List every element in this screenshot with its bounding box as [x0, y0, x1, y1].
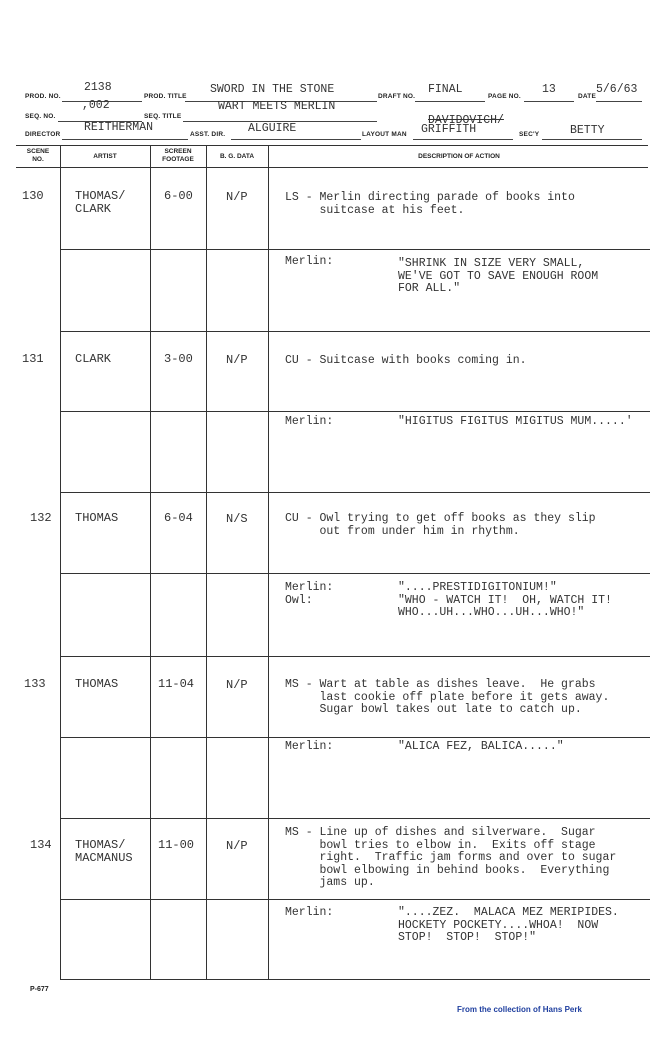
scene-number: 131	[22, 352, 44, 366]
secy-value: BETTY	[570, 124, 605, 137]
layout-man-struck-value: DAVIDOVICH/	[428, 114, 504, 127]
dialog-speaker: Merlin:	[285, 415, 334, 428]
scene-number: 130	[22, 189, 44, 203]
layout-man-label: LAYOUT MAN	[362, 131, 407, 138]
bg-data-cell: N/S	[226, 512, 248, 526]
draft-no-label: DRAFT NO.	[378, 93, 416, 100]
asst-dir-value: ALGUIRE	[248, 122, 297, 135]
col-header-screen-footage: SCREEN FOOTAGE	[162, 148, 194, 163]
dialog-speaker: Merlin:	[285, 906, 334, 919]
action-description: CU - Owl trying to get off books as they slip out from under him in rhythm.	[285, 512, 596, 538]
artist-cell: THOMAS	[75, 677, 119, 691]
asst-dir-label: ASST. DIR.	[190, 131, 226, 138]
dialog-speaker: Merlin:	[285, 255, 334, 268]
col-header-description: DESCRIPTION OF ACTION	[418, 153, 500, 160]
director-value: REITHERMAN	[84, 121, 154, 134]
page-no-value: 13	[542, 83, 556, 96]
prod-no-label: PROD. NO.	[25, 93, 61, 100]
footage-cell: 3-00	[164, 352, 193, 366]
bg-data-cell: N/P	[226, 678, 248, 692]
prod-title-label: PROD. TITLE	[144, 93, 187, 100]
scene-number: 133	[24, 677, 46, 691]
form-number: P-677	[30, 986, 49, 993]
dialog-speaker: Merlin: Owl:	[285, 581, 334, 607]
dialog-line: "....ZEZ. MALACA MEZ MERIPIDES. HOCKETY POCKETY....WHOA! NOW STOP! STOP! STOP!"	[398, 906, 619, 944]
date-label: DATE	[578, 93, 597, 100]
col-header-bg-data: B. G. DATA	[219, 153, 255, 160]
action-description: MS - Line up of dishes and silverware. Sugar bowl tries to elbow in. Exits off stage right. Traffic jam forms and over to sugar bowl elbowing in behind books. Everything jams up.	[285, 826, 617, 889]
dialog-line: "....PRESTIDIGITONIUM!" "WHO - WATCH IT! OH, WATCH IT! WHO...UH...WHO...UH...WHO!"	[398, 581, 612, 619]
action-description: MS - Wart at table as dishes leave. He grabs last cookie off plate before it gets away. Sugar bowl takes out late to catch up.	[285, 678, 610, 716]
scene-number: 132	[30, 511, 52, 525]
artist-cell: THOMAS/ MACMANUS	[75, 838, 133, 865]
artist-cell: THOMAS/ CLARK	[75, 189, 126, 216]
prod-no-value: 2138	[84, 81, 112, 94]
col-header-scene-no: SCENE NO.	[26, 148, 50, 163]
action-description: CU - Suitcase with books coming in.	[285, 354, 527, 367]
footage-cell: 6-04	[164, 511, 193, 525]
bg-data-cell: N/P	[226, 190, 248, 204]
draft-no-value: FINAL	[428, 83, 463, 96]
seq-title-value: WART MEETS MERLIN	[218, 100, 336, 113]
seq-no-label: SEQ. NO.	[25, 113, 56, 120]
collection-credit: From the collection of Hans Perk	[457, 1005, 582, 1014]
footage-cell: 11-00	[158, 838, 195, 852]
layout-man-value: GRIFFITH	[421, 123, 477, 136]
prod-title-value: SWORD IN THE STONE	[210, 83, 335, 96]
dialog-line: "ALICA FEZ, BALICA....."	[398, 740, 564, 753]
date-value: 5/6/63	[596, 83, 638, 96]
page-no-label: PAGE NO.	[488, 93, 521, 100]
dialog-line: "HIGITUS FIGITUS MIGITUS MUM.....'	[398, 415, 633, 428]
dialog-line: "SHRINK IN SIZE VERY SMALL, WE'VE GOT TO SAVE ENOUGH ROOM FOR ALL."	[398, 257, 599, 295]
dialog-speaker: Merlin:	[285, 740, 334, 753]
action-description: LS - Merlin directing parade of books into suitcase at his feet.	[285, 191, 575, 217]
secy-label: SEC'Y	[519, 131, 540, 138]
artist-cell: CLARK	[75, 352, 112, 366]
director-label: DIRECTOR	[25, 131, 61, 138]
artist-cell: THOMAS	[75, 511, 119, 525]
seq-no-value: ,002	[82, 99, 110, 112]
bg-data-cell: N/P	[226, 353, 248, 367]
footage-cell: 6-00	[164, 189, 193, 203]
scene-number: 134	[30, 838, 52, 852]
col-header-artist: ARTIST	[93, 153, 117, 160]
footage-cell: 11-04	[158, 677, 195, 691]
bg-data-cell: N/P	[226, 839, 248, 853]
seq-title-label: SEQ. TITLE	[144, 113, 182, 120]
